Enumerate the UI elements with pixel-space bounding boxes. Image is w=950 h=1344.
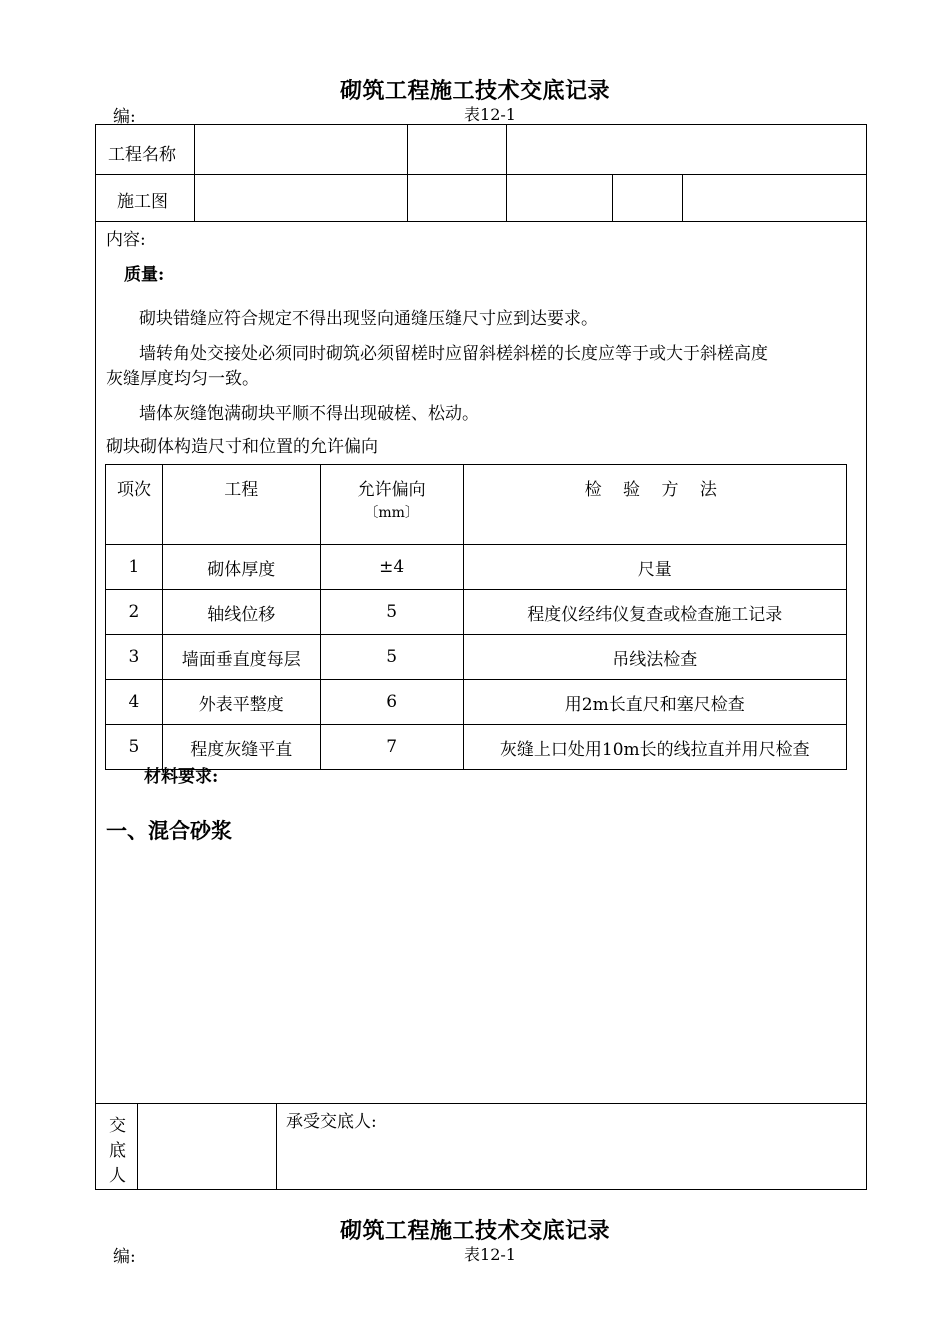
table-row [106, 635, 847, 680]
table-row [106, 680, 847, 725]
drawing-label: 施工图 [117, 192, 168, 212]
table-row [106, 545, 847, 590]
receiver-label: 承受交底人: [286, 1112, 377, 1132]
header-project: 工程 [162, 465, 320, 545]
briefer-label-2: 底 [109, 1141, 126, 1161]
row-no: 2 [106, 590, 163, 635]
table-caption: 砌块砌体构造尺寸和位置的允许偏向 [106, 437, 378, 457]
serial-label: 编: [113, 107, 136, 127]
row-method: 灰缝上口处用10m长的线拉直并用尺检查 [463, 725, 846, 770]
header-inspection-method [463, 465, 846, 545]
material-heading: 材料要求: [144, 767, 219, 787]
project-name-label: 工程名称 [108, 145, 176, 165]
briefer-label-1: 交 [109, 1116, 126, 1136]
row-method: 吊线法检查 [463, 635, 846, 680]
paragraph-3: 墙体灰缝饱满砌块平顺不得出现破槎、松动。 [139, 404, 479, 424]
row-no: 3 [106, 635, 163, 680]
row-project: 轴线位移 [162, 590, 320, 635]
header-inspection-method-label: 检 验 方 法 [584, 480, 725, 500]
page-title: 砌筑工程施工技术交底记录 [339, 78, 610, 104]
page2-serial-label: 编: [113, 1247, 136, 1267]
page2-table-number: 表12-1 [464, 1245, 516, 1264]
content-label: 内容: [106, 230, 146, 250]
header-unit: 〔mm〕 [364, 505, 419, 521]
section-heading: 一、混合砂浆 [106, 818, 232, 843]
row-method: 用2m长直尺和塞尺检查 [463, 680, 846, 725]
paragraph-1: 砌块错缝应符合规定不得出现竖向通缝压缝尺寸应到达要求。 [139, 309, 598, 329]
row-project: 砌体厚度 [162, 545, 320, 590]
row-no: 5 [106, 725, 163, 770]
deviation-table [105, 464, 847, 770]
header-allowed-deviation-label: 允许偏向 [357, 480, 426, 500]
header-allowed-deviation [320, 465, 463, 545]
row-deviation: 5 [320, 590, 463, 635]
row-deviation: 7 [320, 725, 463, 770]
row-project: 墙面垂直度每层 [162, 635, 320, 680]
paragraph-2-cont: 灰缝厚度均匀一致。 [106, 369, 259, 389]
row-method: 尺量 [463, 545, 846, 590]
row-no: 4 [106, 680, 163, 725]
table-number: 表12-1 [464, 105, 516, 124]
row-project: 程度灰缝平直 [162, 725, 320, 770]
row-deviation: 5 [320, 635, 463, 680]
row-deviation: ±4 [320, 545, 463, 590]
briefer-label-3: 人 [109, 1166, 126, 1186]
header-item-no: 项次 [106, 465, 163, 545]
table-row [106, 590, 847, 635]
paragraph-2: 墙转角处交接处必须同时砌筑必须留槎时应留斜槎斜槎的长度应等于或大于斜槎高度 [139, 344, 768, 364]
page2-title: 砌筑工程施工技术交底记录 [339, 1218, 610, 1244]
row-no: 1 [106, 545, 163, 590]
row-method: 程度仪经纬仪复查或检查施工记录 [463, 590, 846, 635]
row-project: 外表平整度 [162, 680, 320, 725]
table-header-row [106, 465, 847, 545]
row-deviation: 6 [320, 680, 463, 725]
quality-heading: 质量: [124, 265, 165, 285]
